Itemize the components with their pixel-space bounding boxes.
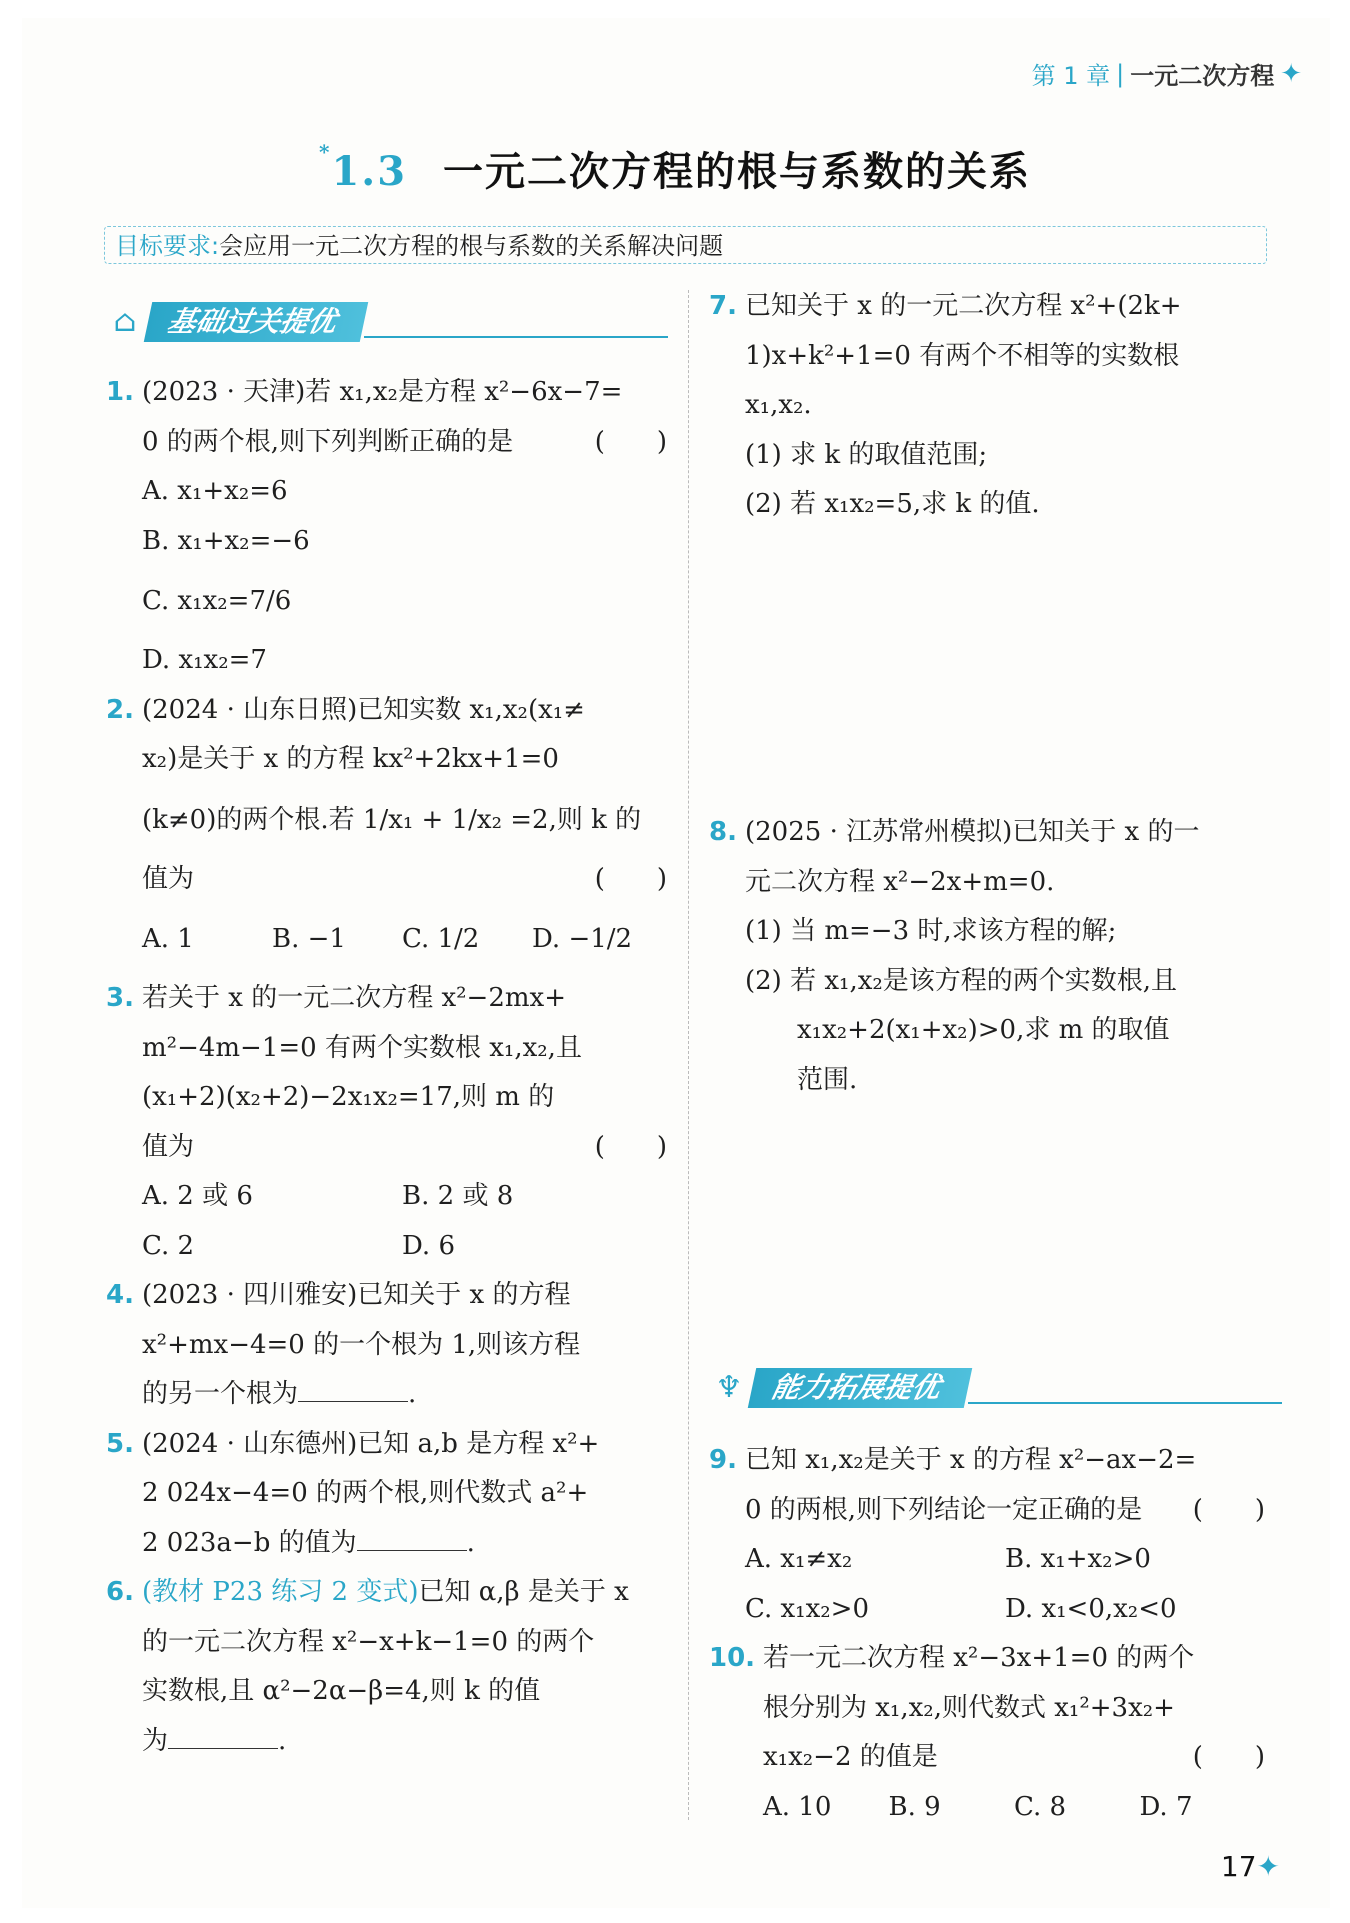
option-d: D. 7 <box>1139 1791 1193 1822</box>
left-column <box>106 368 667 1766</box>
option-c: C. 2 <box>142 1230 195 1261</box>
chapter-header <box>1032 56 1302 91</box>
question-6 <box>106 1568 667 1766</box>
page-number: 17✦ <box>1220 1850 1280 1883</box>
options-row <box>142 1172 667 1222</box>
question-text-line: (2023 · 四川雅安)已知关于 x 的方程 <box>142 1280 571 1310</box>
question-number: 2. <box>106 694 134 725</box>
question-text-line: 0 的两个根,则下列判断正确的是 ( ) <box>142 418 667 468</box>
section-underline <box>968 1402 1282 1404</box>
right-column-top <box>709 282 1265 530</box>
section-title <box>0 140 1350 197</box>
answer-blank[interactable] <box>298 1373 408 1402</box>
question-7 <box>709 282 1265 530</box>
option-a: A. 1 <box>142 924 194 954</box>
question-4 <box>106 1271 667 1420</box>
sparkle-icon: ✦ <box>1280 58 1302 89</box>
question-number: 4. <box>106 1280 134 1310</box>
question-text-line: (x₁+2)(x₂+2)−2x₁x₂=17,则 m 的 <box>142 1082 555 1112</box>
house-icon: ⌂ <box>113 304 137 339</box>
option-a: A. 10 <box>763 1791 832 1822</box>
section-number: 1.3 <box>331 148 408 195</box>
answer-paren: ( ) <box>594 863 667 894</box>
options-row <box>763 1783 1265 1833</box>
option-d: D. x₁x₂=7 <box>142 645 267 675</box>
question-text-line: x²+mx−4=0 的一个根为 1,则该方程 <box>142 1329 581 1360</box>
option-c: C. 1/2 <box>402 924 480 954</box>
option-c: C. 8 <box>1014 1791 1067 1822</box>
chapter-label: 第 1 章 <box>1031 62 1111 90</box>
question-text-line: 为 . <box>142 1717 667 1767</box>
question-number: 6. <box>106 1577 134 1607</box>
question-text-line: 0 的两根,则下列结论一定正确的是 ( ) <box>745 1486 1265 1536</box>
option-b: B. 9 <box>888 1791 941 1822</box>
section-title-text: 一元二次方程的根与系数的关系 <box>443 148 1032 195</box>
question-text-line: 的另一个根为 . <box>142 1370 667 1420</box>
goal-text: 会应用一元二次方程的根与系数的关系解决问题 <box>219 232 724 260</box>
question-text-line: x₁,x₂. <box>745 390 812 420</box>
option-b: B. x₁+x₂=−6 <box>142 525 310 556</box>
question-text-line: (2024 · 山东日照)已知实数 x₁,x₂(x₁≠ <box>142 694 585 725</box>
textbook-source: (教材 P23 练习 2 变式) <box>142 1577 419 1607</box>
question-text-line: x₂)是关于 x 的方程 kx²+2kx+1=0 <box>142 744 559 774</box>
question-text-line: 已知 x₁,x₂是关于 x 的方程 x²−ax−2= <box>745 1445 1197 1475</box>
question-text-line: x₁x₂−2 的值是 ( ) <box>763 1733 1265 1783</box>
section-underline <box>364 336 668 338</box>
question-text-line: 元二次方程 x²−2x+m=0. <box>745 866 1055 897</box>
answer-paren: ( ) <box>1192 1742 1265 1772</box>
question-text-line: (k≠0)的两个根.若 1/x₁ + 1/x₂ =2,则 k 的 <box>142 804 642 835</box>
optional-asterisk: * <box>318 140 332 164</box>
question-text-line: 实数根,且 α²−2α−β=4,则 k 的值 <box>142 1676 541 1706</box>
question-text-line: 已知关于 x 的一元二次方程 x²+(2k+ <box>745 291 1182 321</box>
option-d: D. −1/2 <box>532 924 633 954</box>
section-advanced-label: 能力拓展提优 <box>748 1368 973 1408</box>
header-separator: | <box>1116 59 1125 88</box>
options-row <box>142 1222 667 1272</box>
question-3 <box>106 974 667 1271</box>
question-text-line: (教材 P23 练习 2 变式)已知 α,β 是关于 x <box>142 1577 629 1607</box>
question-number: 5. <box>106 1428 134 1459</box>
answer-paren: ( ) <box>594 1131 667 1162</box>
right-column-mid <box>709 808 1265 1105</box>
option-b: B. −1 <box>272 924 346 954</box>
question-text-line: 的一元二次方程 x²−x+k−1=0 的两个 <box>142 1626 595 1657</box>
sub-question: (1) 求 k 的取值范围; <box>745 439 988 470</box>
sub-question-cont: x₁x₂+2(x₁+x₂)>0,求 m 的取值 <box>797 1015 1170 1045</box>
sub-question: (1) 当 m=−3 时,求该方程的解; <box>745 916 1117 946</box>
option-d: D. x₁<0,x₂<0 <box>1005 1593 1177 1624</box>
option-a: A. 2 或 6 <box>142 1181 253 1211</box>
question-text-line: 2 024x−4=0 的两个根,则代数式 a²+ <box>142 1478 589 1508</box>
question-number: 3. <box>106 983 134 1013</box>
question-text-line: (2025 · 江苏常州模拟)已知关于 x 的一 <box>745 817 1200 847</box>
option-a: A. x₁+x₂=6 <box>142 476 288 506</box>
options-row <box>745 1585 1265 1635</box>
option-a: A. x₁≠x₂ <box>745 1544 853 1574</box>
answer-paren: ( ) <box>1192 1494 1265 1525</box>
question-text-line: 根分别为 x₁,x₂,则代数式 x₁²+3x₂+ <box>763 1692 1175 1723</box>
goal-label: 目标要求: <box>115 232 220 260</box>
section-header-basic <box>108 300 668 344</box>
option-d: D. 6 <box>402 1230 455 1261</box>
question-number: 1. <box>106 377 134 407</box>
right-column-bottom <box>709 1436 1265 1832</box>
question-text-line: 值为 ( ) <box>142 1123 667 1173</box>
trophy-icon: ♆ <box>715 1370 743 1405</box>
question-text-line: 1)x+k²+1=0 有两个不相等的实数根 <box>745 340 1180 371</box>
goal-box <box>104 226 1267 264</box>
option-c: C. x₁x₂>0 <box>745 1593 869 1624</box>
question-9 <box>709 1436 1265 1634</box>
question-text-line: 若关于 x 的一元二次方程 x²−2mx+ <box>142 983 566 1013</box>
question-number: 7. <box>709 291 737 321</box>
options-row <box>745 1535 1265 1585</box>
question-text-line: 值为 ( ) <box>142 855 667 905</box>
answer-paren: ( ) <box>594 426 667 457</box>
option-c: C. x₁x₂=7/6 <box>142 586 292 616</box>
question-text-line: m²−4m−1=0 有两个实数根 x₁,x₂,且 <box>142 1032 582 1063</box>
question-number: 9. <box>709 1445 737 1475</box>
option-b: B. 2 或 8 <box>402 1181 514 1211</box>
column-divider <box>688 290 689 1820</box>
sparkle-icon: ✦ <box>1256 1850 1280 1883</box>
question-8 <box>709 808 1265 1105</box>
sub-question-cont: 范围. <box>797 1064 858 1095</box>
question-1 <box>106 368 667 686</box>
question-text-line: 2 023a−b 的值为 . <box>142 1519 667 1569</box>
question-10 <box>709 1634 1265 1832</box>
sub-question: (2) 若 x₁x₂=5,求 k 的值. <box>745 489 1040 519</box>
sub-question: (2) 若 x₁,x₂是该方程的两个实数根,且 <box>745 965 1178 996</box>
question-number: 8. <box>709 817 737 847</box>
question-5 <box>106 1420 667 1569</box>
options-row <box>142 904 667 974</box>
question-text-line: (2023 · 天津)若 x₁,x₂是方程 x²−6x−7= <box>142 377 623 407</box>
option-b: B. x₁+x₂>0 <box>1005 1544 1151 1574</box>
answer-blank[interactable] <box>168 1720 278 1749</box>
section-basic-label: 基础过关提优 <box>144 302 369 342</box>
question-text-line: (2024 · 山东德州)已知 a,b 是方程 x²+ <box>142 1428 600 1459</box>
chapter-name: 一元二次方程 <box>1130 62 1275 90</box>
section-header-advanced <box>712 1366 1282 1410</box>
answer-blank[interactable] <box>357 1522 467 1551</box>
question-text-line: 若一元二次方程 x²−3x+1=0 的两个 <box>763 1643 1195 1673</box>
question-number: 10. <box>709 1643 756 1673</box>
question-2 <box>106 686 667 975</box>
